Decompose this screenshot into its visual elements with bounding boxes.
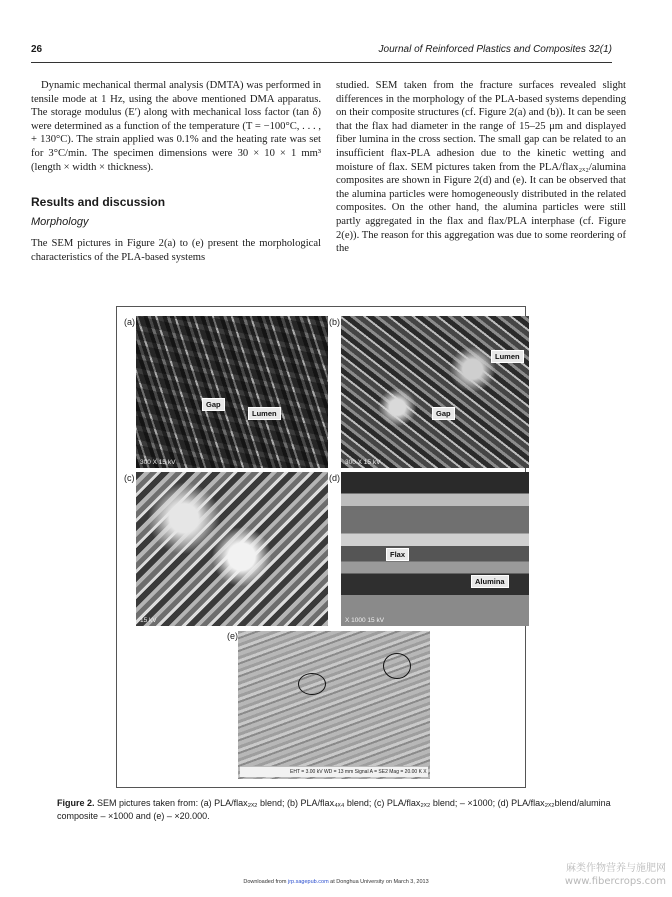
- section-heading: Results and discussion: [31, 195, 166, 210]
- header-rule: [31, 62, 612, 63]
- aggregate-circle-1: [298, 673, 326, 695]
- page-number: 26: [31, 44, 43, 55]
- right-column: [336, 79, 626, 256]
- scale-text-a: 300 X 15 kV: [140, 459, 176, 466]
- sem-paragraph: studied. SEM taken from the fracture surfaces revealed slight differences in the morphology of the PLA-based systems depending on their composite structures (cf. Figure 2(a) and (b)). It can be seen that the flax had diameter in the range of 15–25 μm and displayed fiber lumina in the cross section. The small gap can be related to an insufficient flax-PLA adhesion due to the kinetic wetting and moisture of flax. SEM pictures taken from the PLA/flax₂ₓ₂/alumina composites are shown in Figure 2(d) and (e). It can be observed that the alumina particles were homogeneously distributed in the related composites. On the other hand, the alumina particles were still partly aggregated in the flax and flax/PLA interphase (cf. Figure 2(e)). The reason for this aggregation was due to some reordering of the: [336, 80, 626, 255]
- alumina-label-d: Alumina: [471, 575, 509, 588]
- sem-image-a: [136, 316, 328, 468]
- running-header: [31, 44, 612, 58]
- caption-label: Figure 2.: [57, 798, 95, 808]
- panel-label-b: (b): [329, 317, 340, 327]
- lumen-label-a: Lumen: [248, 407, 281, 420]
- sem-image-c: [136, 472, 328, 626]
- sem-image-d: [341, 472, 529, 626]
- scale-text-d: X 1000 15 kV: [345, 617, 385, 624]
- watermark-line-1: 麻类作物营养与施肥网: [566, 863, 666, 874]
- sem-image-e: [238, 631, 430, 779]
- panel-label-a: (a): [124, 317, 135, 327]
- watermark-line-2: www.fibercrops.com: [564, 876, 666, 887]
- footer-prefix: Downloaded from: [243, 879, 288, 885]
- sem-image-b: [341, 316, 529, 468]
- gap-label-b: Gap: [432, 407, 455, 420]
- panel-label-e: (e): [227, 631, 238, 641]
- journal-title: Journal of Reinforced Plastics and Composites 32(1): [378, 44, 612, 55]
- panel-label-c: (c): [124, 473, 135, 483]
- lumen-label-b: Lumen: [491, 350, 524, 363]
- caption-text: SEM pictures taken from: (a) PLA/flax₂ₓ₂ blend; (b) PLA/flax₄ₓ₄ blend; (c) PLA/flax₂ₓ₂ blend; – ×1000; (d) PLA/flax₂ₓ₂blend/alumina composite – ×1000 and (e) – ×20.000.: [57, 798, 611, 821]
- figure-caption: [57, 797, 617, 823]
- footer-link[interactable]: jrp.sagepub.com: [287, 879, 329, 885]
- gap-label-a: Gap: [202, 398, 225, 411]
- footer-suffix: at Donghua University on March 3, 2013: [328, 879, 429, 885]
- watermark: [565, 862, 666, 888]
- scale-text-c: 15 kV: [140, 617, 157, 624]
- dmta-paragraph: Dynamic mechanical thermal analysis (DMTA) was performed in tensile mode at 1 Hz, using the above mentioned DMA apparatus. The storage modulus (E′) along with mechanical loss factor (tan δ) were determined as a function of the temperature (T = −100°C, . . . , + 130°C). The strain applied was 0.1% and the heating rate was set for 3°C/min. The specimen dimensions were 30 × 10 × 1 mm³ (length × width × thickness).: [31, 80, 321, 173]
- scale-text-b: 300 X 15 kV: [345, 459, 381, 466]
- aggregate-circle-2: [383, 653, 411, 679]
- subsection-heading: Morphology: [31, 215, 89, 228]
- morphology-paragraph: The SEM pictures in Figure 2(a) to (e) present the morphological characteristics of the PLA-based systems: [31, 238, 321, 263]
- left-column: [31, 79, 321, 265]
- sem-metadata-bar: EHT = 3.00 kV WD = 13 mm Signal A = SE2 Mag = 20.00 K X: [240, 766, 428, 777]
- flax-label-d: Flax: [386, 548, 409, 561]
- panel-label-d: (d): [329, 473, 340, 483]
